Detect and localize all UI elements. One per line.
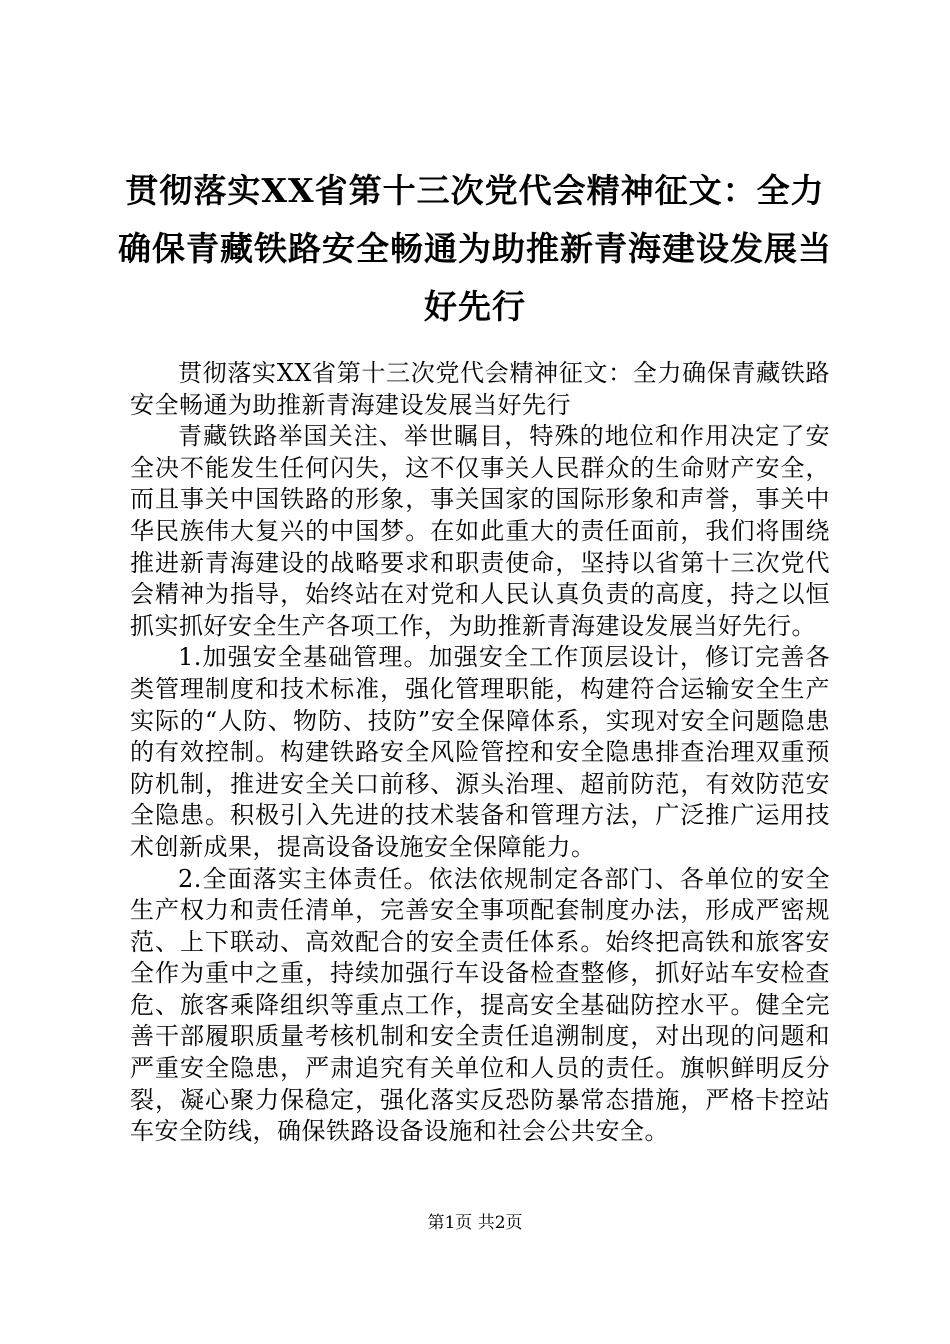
- paragraph-restated-title: 贯彻落实XX省第十三次党代会精神征文：全力确保青藏铁路安全畅通为助推新青海建设发展当好先行: [130, 359, 830, 419]
- page-number-footer: 第1页 共2页: [427, 1213, 523, 1233]
- paragraph-section-1: 1.加强安全基础管理。加强安全工作顶层设计，修订完善各类管理制度和技术标准，强化管理职能，构建符合运输安全生产实际的“人防、物防、技防”安全保障体系，实现对安全问题隐患的有效控制。构建铁路安全风险管控和安全隐患排查治理双重预防机制，推进安全关口前移、源头治理、超前防范，有效防范安全隐患。积极引入先进的技术装备和管理方法，广泛推广运用技术创新成果，提高设备设施安全保障能力。: [130, 643, 830, 861]
- paragraph-section-2: 2.全面落实主体责任。依法依规制定各部门、各单位的安全生产权力和责任清单，完善安全事项配套制度办法，形成严密规范、上下联动、高效配合的安全责任体系。始终把高铁和旅客安全作为重中之重，持续加强行车设备检查整修，抓好站车安检查危、旅客乘降组织等重点工作，提高安全基础防控水平。健全完善干部履职质量考核机制和安全责任追溯制度，对出现的问题和严重安全隐患，严肃追究有关单位和人员的责任。旗帜鲜明反分裂，凝心聚力保稳定，强化落实反恐防暴常态措施，严格卡控站车安全防线，确保铁路设备设施和社会公共安全。: [130, 864, 830, 1146]
- document-title: 贯彻落实XX省第十三次党代会精神征文：全力确保青藏铁路安全畅通为助推新青海建设发展当好先行: [118, 171, 832, 326]
- document-body: [130, 358, 830, 1148]
- paragraph-intro: 青藏铁路举国关注、举世瞩目，特殊的地位和作用决定了安全决不能发生任何闪失，这不仅事关人民群众的生命财产安全，而且事关中国铁路的形象，事关国家的国际形象和声誉，事关中华民族伟大复兴的中国梦。在如此重大的责任面前，我们将围绕推进新青海建设的战略要求和职责使命，坚持以省第十三次党代会精神为指导，始终站在对党和人民认真负责的高度，持之以恒抓实抓好安全生产各项工作，为助推新青海建设发展当好先行。: [130, 422, 830, 640]
